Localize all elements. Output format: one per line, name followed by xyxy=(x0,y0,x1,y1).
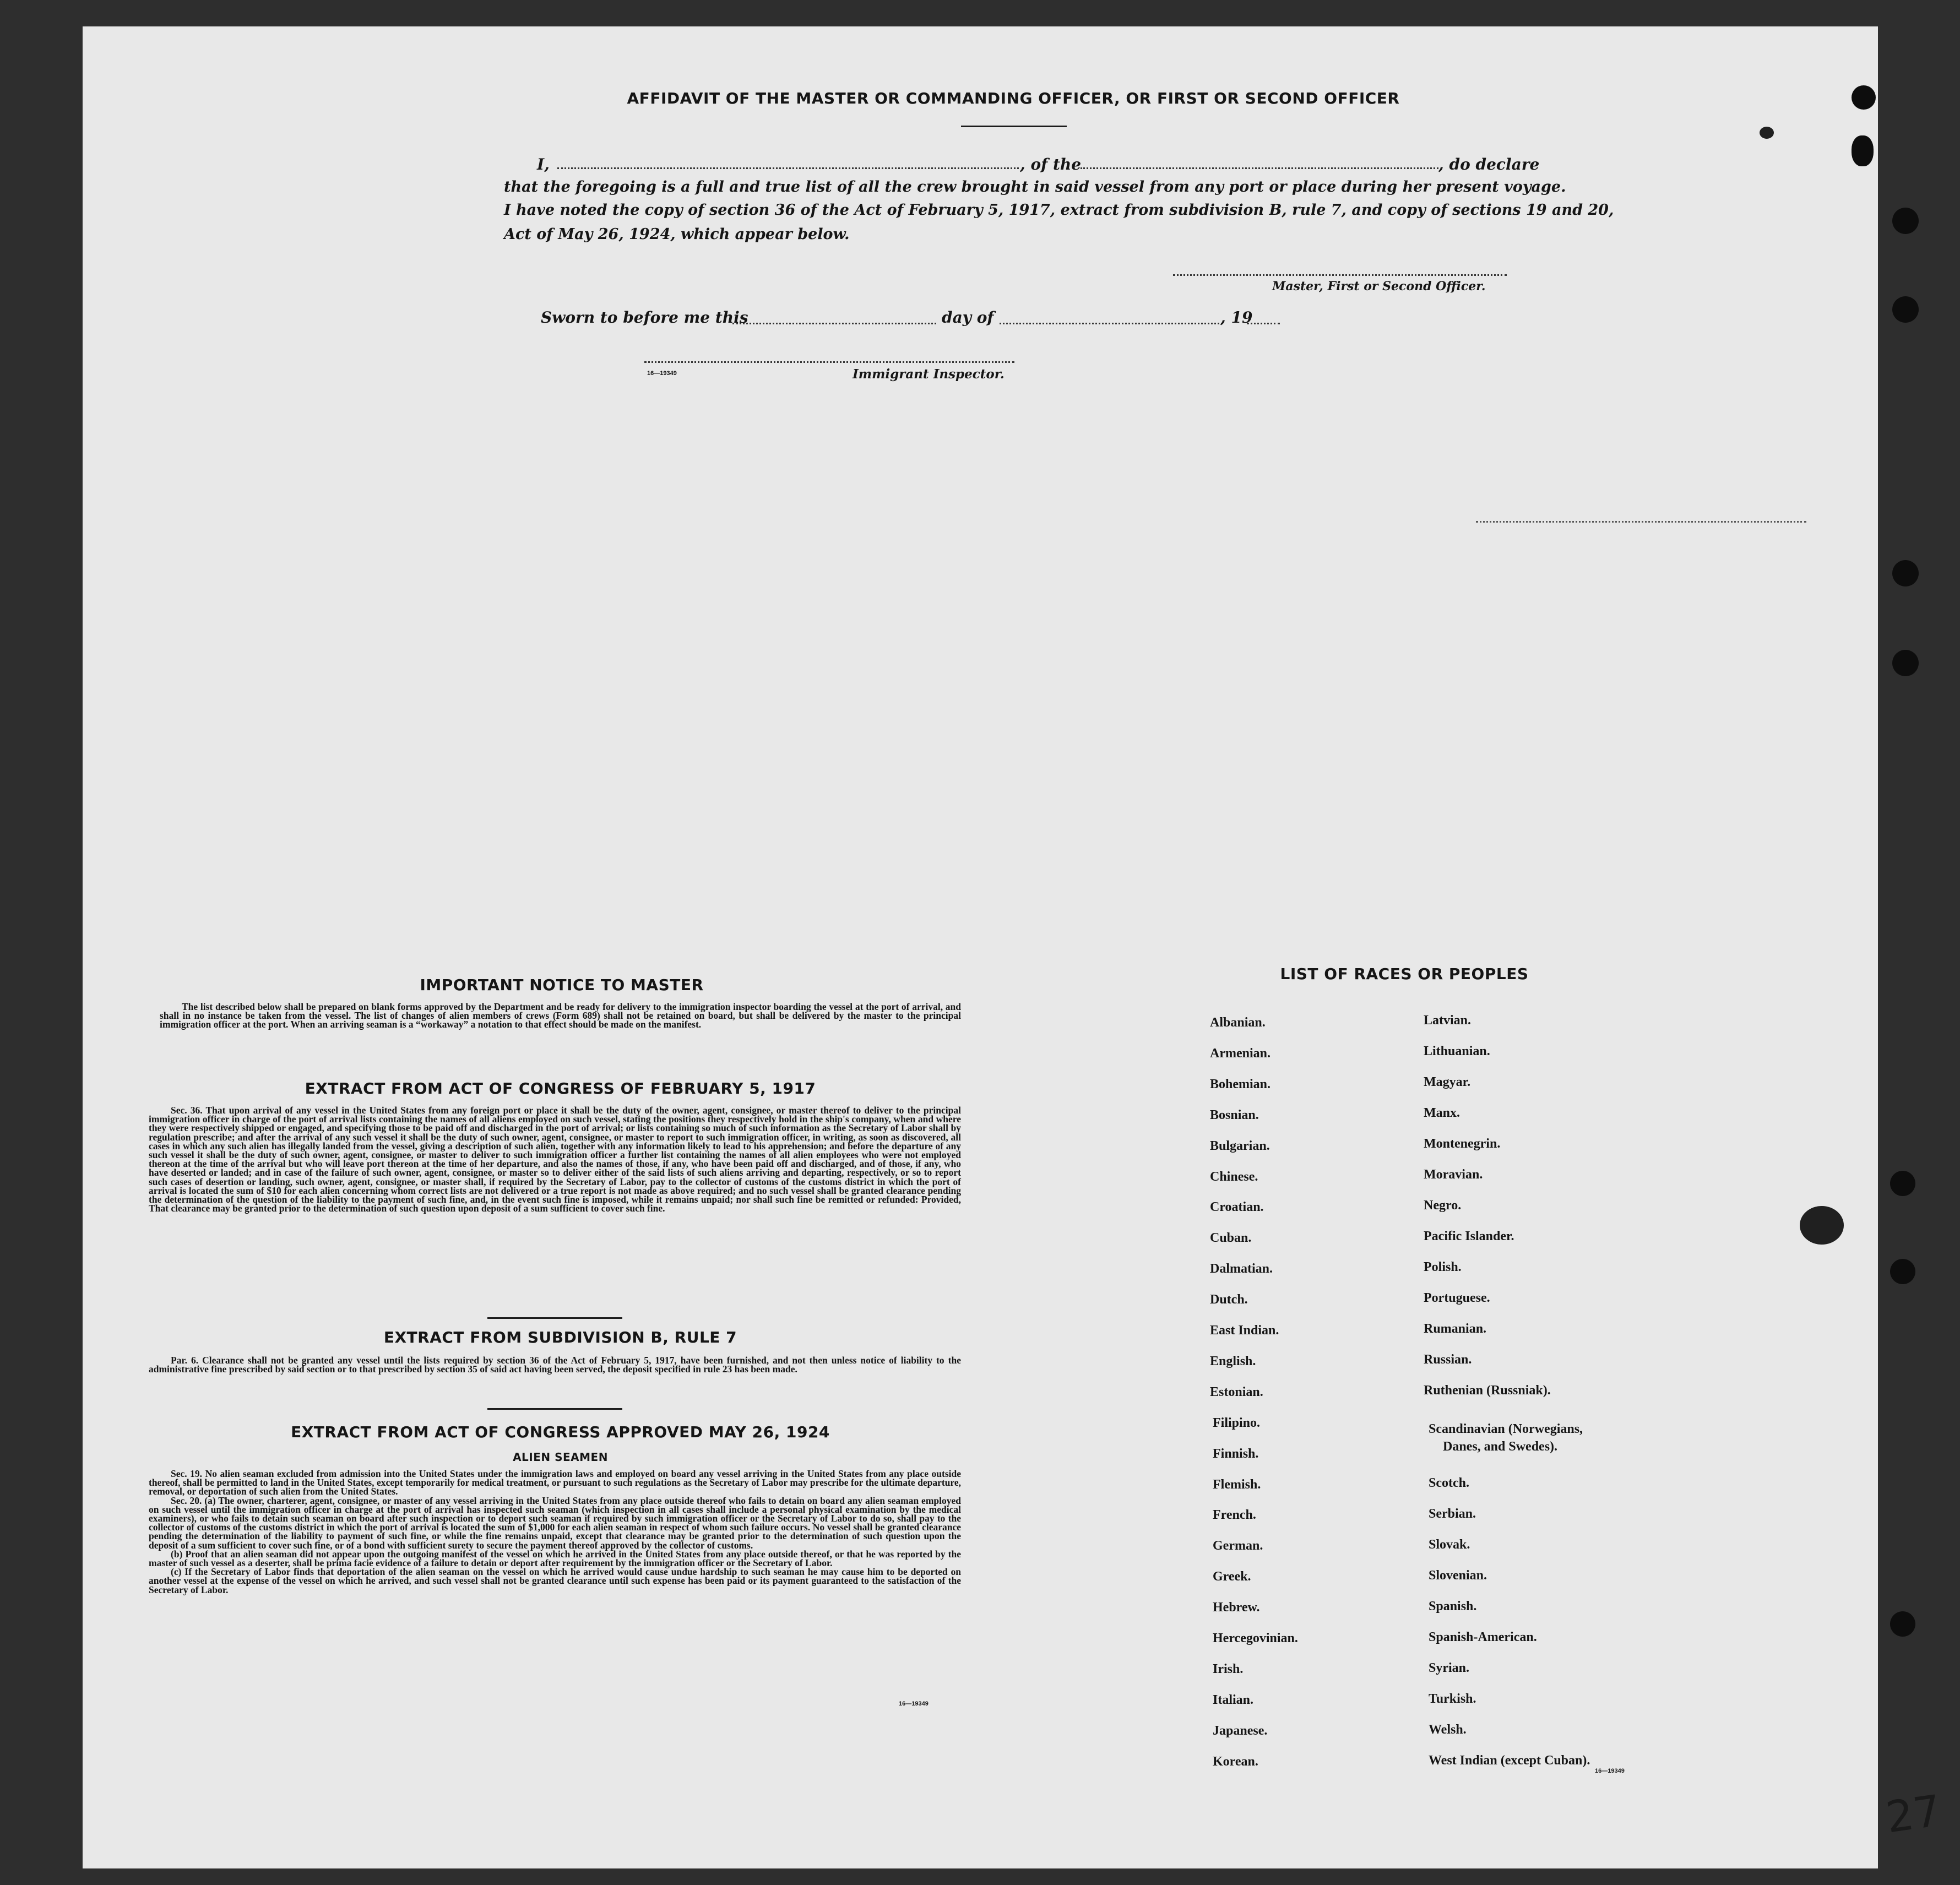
race-item: Albanian. xyxy=(1210,1015,1266,1030)
extract-form-number: 16—19349 xyxy=(899,1701,929,1707)
name-field-line[interactable] xyxy=(557,167,1019,169)
race-item: Manx. xyxy=(1424,1106,1460,1120)
extract-1917-paragraph: Sec. 36. That upon arrival of any vessel in the United States from any foreign port or place it shall be the duty of the owner, agent, consignee, or master thereof to deliver to the principal immigration officer in charge of the port of arrival lists containing the names of all aliens employed on such vessel, stating the positions they respectively hold in the ship's company, when and where they were respectively shipped or engaged, and specifying those to be paid off and discharged in the port of arrival; or lists containing so much of such information as the Secretary of Labor shall by regulation prescribe; and after the arrival of any such vessel it shall be the duty of such owner, agent, consignee, or master to report to such immigration officer, in writing, as soon as discovered, all cases in which any such alien has illegally landed from the vessel, giving a description of such alien, together with any information likely to lead to his apprehension; and before the departure of any such vessel it shall be the duty of such owner, agent, consignee, or master to deliver to such immigration officer a further list containing the names of all alien employees who were not employed thereon at the time of the arrival but who will leave port thereon at the time of her departure, and also the names of those, if any, who have been paid off and discharged, and of those, if any, who have deserted or landed; and in case of the failure of such owner, agent, consignee, or master so to deliver either of the said lists of such aliens arriving and departing, respectively, or so to report such cases of desertion or landing, such owner, agent, consignee, or master shall, if required by the Secretary of Labor, pay to the collector of customs of the customs district in which the port of arrival is located the sum of $10 for each alien concerning whom correct lists are not delivered or a true report is not made as above required; and no such vessel shall be granted clearance pending the determination of the question of the liability to the payment of such fine, and, in the event such fine is imposed, while it remains unpaid; nor shall such fine be remitted or refunded: Provided, That clearance may be granted prior to the determination of such question upon deposit of a sum sufficient to cover such fine. xyxy=(149,1105,961,1214)
race-item: Montenegrin. xyxy=(1424,1137,1501,1151)
race-item: Magyar. xyxy=(1424,1075,1471,1089)
race-item: Armenian. xyxy=(1210,1046,1271,1061)
faint-rule xyxy=(1476,521,1806,523)
inspector-caption: Immigrant Inspector. xyxy=(853,367,1005,382)
race-item: Turkish. xyxy=(1429,1692,1476,1706)
extract-rule7-body xyxy=(149,1356,961,1373)
race-item: Danes, and Swedes). xyxy=(1443,1439,1558,1454)
race-item: Estonian. xyxy=(1210,1384,1263,1399)
race-item: Dutch. xyxy=(1210,1292,1248,1307)
extract-1924-subtitle: ALIEN SEAMEN xyxy=(513,1451,608,1464)
race-item: English. xyxy=(1210,1354,1256,1368)
signature-line[interactable] xyxy=(1173,274,1507,276)
race-item: Dalmatian. xyxy=(1210,1262,1273,1276)
race-item: Rumanian. xyxy=(1424,1322,1487,1336)
race-item: Moravian. xyxy=(1424,1167,1483,1182)
punch-hole xyxy=(1852,135,1874,166)
divider xyxy=(487,1408,622,1410)
race-item: Portuguese. xyxy=(1424,1291,1490,1305)
extract-1917-body xyxy=(149,1106,961,1213)
race-item: Pacific Islander. xyxy=(1424,1229,1514,1243)
race-item: Bosnian. xyxy=(1210,1107,1259,1122)
punch-hole xyxy=(1890,1611,1915,1637)
affidavit-line-3: I have noted the copy of section 36 of the Act of February 5, 1917, extract from subdivision B, rule 7, and copy of sections 19 and 20, xyxy=(504,202,1614,219)
day-of-label: day of xyxy=(942,308,994,327)
race-item: Serbian. xyxy=(1429,1507,1476,1521)
race-item: Bohemian. xyxy=(1210,1077,1271,1091)
sworn-label: Sworn to before me this xyxy=(541,308,748,327)
race-item: Korean. xyxy=(1213,1754,1258,1769)
extract-1917-title: EXTRACT FROM ACT OF CONGRESS OF FEBRUARY 5, 1917 xyxy=(305,1079,816,1098)
punch-hole xyxy=(1892,296,1919,323)
notice-paragraph: The list described below shall be prepared on blank forms approved by the Department and be ready for delivery to the immigration inspector boarding the vessel at the port of arrival, and shall in no instance be taken from the vessel. The list of changes of alien members of crews (Form 689) shall not be retained on board, but shall be delivered by the master to the principal immigration officer at the port. When an arriving seaman is a “workaway” a notation to that effect should be made on the manifest. xyxy=(160,1001,961,1030)
race-item: Hercegovinian. xyxy=(1213,1631,1298,1645)
affidavit-i-label: I, xyxy=(537,155,550,173)
affidavit-do-declare-label: , do declare xyxy=(1438,155,1540,173)
punch-hole xyxy=(1892,560,1919,586)
punch-hole xyxy=(1890,1171,1915,1196)
race-item: Japanese. xyxy=(1213,1723,1268,1738)
race-item: Spanish. xyxy=(1429,1599,1477,1614)
ink-smudge xyxy=(1760,127,1774,139)
race-item: Flemish. xyxy=(1213,1477,1261,1492)
race-item: Cuban. xyxy=(1210,1231,1252,1246)
race-item: Bulgarian. xyxy=(1210,1138,1270,1153)
race-item: Scandinavian (Norwegians, xyxy=(1429,1422,1583,1436)
inspector-signature-line[interactable] xyxy=(644,361,1014,363)
race-item: Scotch. xyxy=(1429,1476,1469,1490)
races-title: LIST OF RACES OR PEOPLES xyxy=(1280,965,1529,983)
year-prefix: , 19 xyxy=(1220,308,1253,327)
race-item: Russian. xyxy=(1424,1352,1472,1367)
extract-1924-sec19: Sec. 19. No alien seaman excluded from admission into the United States under the immigration laws and employed on board any vessel arriving in the United States from any place outside thereof, shall be permitted to land in the United States, except temporarily for medical treatment, or pursuant to such regulations as the Secretary of Labor may prescribe for the ultimate departure, removal, or deportation of such alien from the United States. xyxy=(149,1468,961,1497)
race-item: Chinese. xyxy=(1210,1169,1258,1184)
signature-caption: Master, First or Second Officer. xyxy=(1272,279,1486,294)
race-item: Syrian. xyxy=(1429,1661,1470,1675)
divider xyxy=(961,126,1067,127)
divider xyxy=(487,1317,622,1319)
notice-body xyxy=(160,1002,961,1029)
race-item: West Indian (except Cuban). xyxy=(1429,1753,1590,1768)
race-item: French. xyxy=(1213,1508,1256,1523)
race-item: Greek. xyxy=(1213,1569,1251,1584)
race-item: Slovak. xyxy=(1429,1538,1470,1552)
ink-smudge xyxy=(1800,1206,1844,1245)
race-item: Italian. xyxy=(1213,1692,1254,1707)
extract-1924-body xyxy=(149,1469,961,1594)
race-item: Welsh. xyxy=(1429,1723,1467,1737)
punch-hole xyxy=(1890,1259,1915,1284)
races-form-number: 16—19349 xyxy=(1595,1768,1625,1774)
race-item: Polish. xyxy=(1424,1260,1462,1274)
notice-title: IMPORTANT NOTICE TO MASTER xyxy=(420,976,704,994)
race-item: East Indian. xyxy=(1210,1323,1279,1338)
race-item: Irish. xyxy=(1213,1661,1244,1676)
extract-rule7-title: EXTRACT FROM SUBDIVISION B, RULE 7 xyxy=(383,1328,737,1346)
affidavit-line-2: that the foregoing is a full and true list of all the crew brought in said vessel from any port or place during her present voyage. xyxy=(504,178,1566,195)
race-item: German. xyxy=(1213,1539,1263,1553)
punch-hole xyxy=(1892,208,1919,234)
race-item: Slovenian. xyxy=(1429,1568,1487,1583)
extract-rule7-paragraph: Par. 6. Clearance shall not be granted any vessel until the lists required by section 36 of the Act of February 5, 1917, have been furnished, and not then unless notice of liability to the administrative fine prescribed by said section or to that prescribed by section 35 of said act having been served, the deposit specified in rule 23 has been made. xyxy=(149,1355,961,1375)
sworn-month-line[interactable] xyxy=(1000,323,1223,324)
affidavit-form-number: 16—19349 xyxy=(647,370,677,377)
year-line[interactable] xyxy=(1247,323,1280,324)
race-item: Latvian. xyxy=(1424,1013,1472,1028)
vessel-field-line[interactable] xyxy=(1081,167,1438,169)
punch-hole xyxy=(1852,85,1876,110)
extract-1924-sec20b: (b) Proof that an alien seaman did not appear upon the outgoing manifest of the vessel on which he arrived in the United States from any place outside thereof, or that he was reported by the master of such vessel as a deserter, shall be prima facie evidence of a failure to detain or deport after requirement by the immigration officer or the Secretary of Labor. xyxy=(149,1548,961,1569)
race-item: Finnish. xyxy=(1213,1446,1259,1461)
punch-hole xyxy=(1892,650,1919,676)
race-item: Lithuanian. xyxy=(1424,1044,1490,1058)
sworn-day-line[interactable] xyxy=(732,323,936,324)
race-item: Hebrew. xyxy=(1213,1600,1260,1615)
extract-1924-sec20a: Sec. 20. (a) The owner, charterer, agent, consignee, or master of any vessel arriving in the United States from any place outside thereof who fails to detain on board any alien seaman employed on such vessel until the immigration officer in charge at the port of arrival has inspected such seaman (which inspection in all cases shall include a personal physical examination by the medical examiners), or who fails to detain such seaman on board after such inspection or to deport such seaman if required by such immigration officer or the Secretary of Labor to do so, shall pay to the collector of customs of the customs district in which the port of arrival is located the sum of $1,000 for each alien seaman in respect of whom such failure occurs. No vessel shall be granted clearance pending the determination of the liability to payment of such fine, or while the fine remains unpaid, except that clearance may be granted prior to the determination of such question upon the deposit of a sum sufficient to cover such fine, or of a bond with sufficient surety to secure the payment thereof approved by the collector of customs. xyxy=(149,1495,961,1551)
extract-1924-title: EXTRACT FROM ACT OF CONGRESS APPROVED MAY 26, 1924 xyxy=(291,1423,830,1441)
race-item: Ruthenian (Russniak). xyxy=(1424,1383,1551,1398)
page-number-handwritten: 27 xyxy=(1883,1786,1945,1843)
race-item: Filipino. xyxy=(1213,1415,1261,1430)
race-item: Spanish-American. xyxy=(1429,1630,1537,1644)
extract-1924-sec20c: (c) If the Secretary of Labor finds that deportation of the alien seaman on the vessel on which he arrived would cause undue hardship to such seaman he may cause him to be deported on another vessel at the expense of the vessel on which he arrived, and such vessel shall not be granted clearance until such expense has been paid or its payment guaranteed to the satisfaction of the Secretary of Labor. xyxy=(149,1566,961,1595)
affidavit-line-4: Act of May 26, 1924, which appear below. xyxy=(504,226,850,243)
affidavit-title: AFFIDAVIT OF THE MASTER OR COMMANDING OFFICER, OR FIRST OR SECOND OFFICER xyxy=(627,89,1400,107)
race-item: Negro. xyxy=(1424,1198,1462,1213)
affidavit-of-the-label: , of the xyxy=(1020,155,1082,173)
race-item: Croatian. xyxy=(1210,1200,1264,1215)
